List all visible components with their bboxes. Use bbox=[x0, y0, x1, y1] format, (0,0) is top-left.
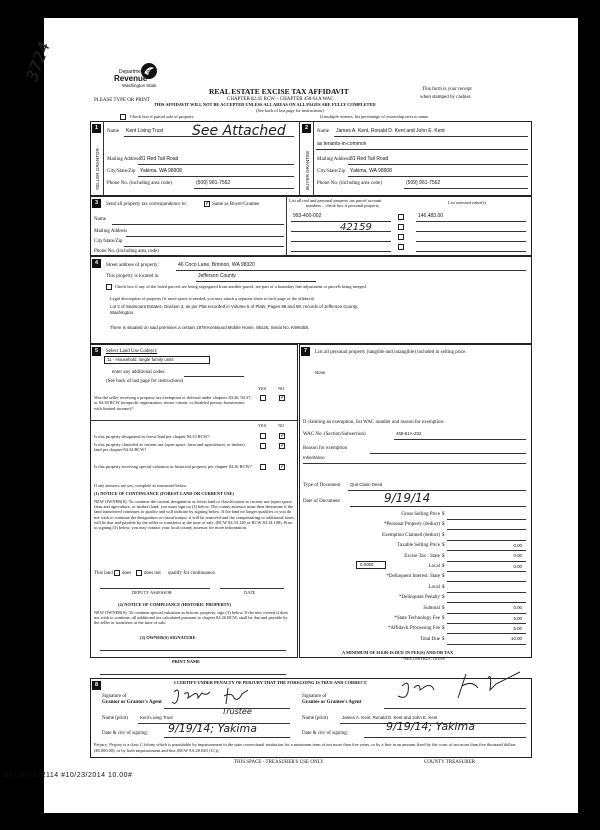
parcel-number: 993-400-002 bbox=[293, 213, 322, 219]
tax-line-label: Subtotal bbox=[423, 605, 440, 611]
doc-type-value: Quit Claim Deed bbox=[350, 482, 383, 487]
does-not-qualify-checkbox[interactable] bbox=[136, 570, 142, 576]
section-5-number: 5 bbox=[92, 347, 101, 356]
same-as-buyer-label: Same as Buyer/Grantee bbox=[212, 202, 260, 207]
question-forest: Is this property designated as forest land per chapter 84.33 RCW? bbox=[94, 434, 210, 439]
tax-line-value: 0.00 bbox=[513, 563, 522, 569]
certify-statement: I CERTIFY UNDER PENALTY OF PERJURY THAT THE FOREGOING IS TRUE AND CORRECT. bbox=[174, 680, 368, 685]
segregation-label: Check box if any of the listed parcels are being segregated from another parcel, are part of a boundary line adjustment or parcels being merged. bbox=[115, 284, 367, 289]
buyer-phone: (509) 961-7562 bbox=[406, 180, 441, 186]
tax-line-label: *Delinquent Penalty bbox=[399, 595, 440, 601]
seller-phone-label: Phone No. (including area code) bbox=[107, 181, 172, 186]
tax-line-label: Gross Selling Price bbox=[401, 512, 440, 517]
tax-line-rule bbox=[447, 550, 526, 551]
seller-name: Kent Living Trust bbox=[126, 128, 164, 134]
parcel-personal-checkbox-4[interactable] bbox=[398, 244, 404, 250]
tax-line-label: Local bbox=[428, 564, 440, 569]
form-chapter: CHAPTER 82.45 RCW – CHAPTER 458-61A WAC bbox=[227, 97, 334, 102]
tax-line-dollar: $ bbox=[442, 626, 445, 632]
grantee-date-label: Date & city of signing: bbox=[302, 731, 349, 736]
tax-line-value: 0.00 bbox=[513, 605, 522, 611]
land-use-label: Select Land Use Code(s): bbox=[106, 349, 158, 354]
grantor-name: Kent Living Trust bbox=[140, 715, 173, 720]
local-rate: 0.0050 bbox=[360, 562, 374, 567]
tax-line-rule bbox=[447, 561, 526, 562]
tax-line-label: Exemption Claimed (deduct) bbox=[381, 532, 440, 538]
grantor-title: Trustee bbox=[222, 707, 252, 716]
print-name-label: PRINT NAME bbox=[172, 659, 201, 664]
tax-line-label: *Affidavit Processing Fee bbox=[387, 626, 440, 632]
tax-line-label: Taxable Selling Price bbox=[397, 543, 440, 549]
legal-line-1: Lot 2 of Seamount Estates, Division 3, as per Plat recorded in Volume 5 of Plats, Pages 98 and 99, records of Jefferson County, bbox=[110, 304, 359, 309]
section-4-number: 4 bbox=[92, 259, 101, 268]
street-label: Street address of property: bbox=[106, 263, 159, 268]
wac-label: WAC No. (Section/Subsection) bbox=[303, 432, 366, 437]
tax-line-dollar: $ bbox=[442, 605, 445, 611]
tax-line-dollar: $ bbox=[442, 595, 445, 601]
if-yes-note: If any answers are yes, complete as instructed below. bbox=[94, 483, 188, 488]
partial-sale-label: Check box if partial sale of property bbox=[130, 114, 194, 119]
continuance-title: (1) NOTICE OF CONTINUANCE (FOREST LAND OR CURRENT USE) bbox=[94, 491, 234, 496]
tax-line-label: *Personal Property (deduct) bbox=[383, 522, 440, 528]
seller-city-label: City/State/Zip bbox=[107, 169, 136, 174]
grantor-sig-label-1: Signature of bbox=[102, 694, 127, 699]
receipt-line2: when stamped by cashier. bbox=[420, 95, 472, 100]
segregation-checkbox[interactable] bbox=[106, 284, 112, 290]
tax-line-rule bbox=[447, 529, 526, 530]
tax-line-rule bbox=[447, 644, 526, 645]
send-correspondence-label: Send all property tax correspondence to: bbox=[106, 202, 187, 207]
q1-no-checkbox[interactable]: ✓ bbox=[280, 395, 286, 401]
buyer-mailing-label: Mailing Address bbox=[317, 157, 351, 162]
no-header-1: NO bbox=[278, 386, 285, 391]
form-title: REAL ESTATE EXCISE TAX AFFIDAVIT bbox=[209, 87, 349, 96]
tax-line-rule bbox=[447, 540, 526, 541]
seller-name-label: Name bbox=[107, 129, 119, 134]
parcel-header-1: List all real and personal property tax parcel account bbox=[289, 198, 382, 203]
s3-city-label: City/State/Zip bbox=[94, 239, 123, 244]
buyer-side-label: BUYER GRANTEE bbox=[305, 150, 310, 190]
partial-sale-checkbox[interactable] bbox=[120, 114, 126, 120]
grantee-signature bbox=[388, 668, 528, 704]
assessed-value: 146,483.00 bbox=[418, 213, 444, 219]
personal-property-value: None bbox=[315, 370, 326, 375]
tax-line-rule bbox=[447, 613, 526, 614]
wac-value: 458-61A-202 bbox=[396, 431, 422, 436]
owner-signature-label: (3) OWNER(S) SIGNATURE bbox=[140, 635, 196, 640]
question-current-use: Is this property classified as current use (open space, farm and agricultural, or timber) land per chapter 84.34 RCW? bbox=[94, 442, 245, 453]
assessed-header: List assessed value(s) bbox=[448, 200, 487, 205]
margin-handwritten-number: 3724 bbox=[22, 39, 54, 84]
form-see-back: (See back of last page for instructions) bbox=[256, 108, 324, 113]
agency-line1: Department of bbox=[119, 69, 151, 75]
no-header-2: NO bbox=[278, 423, 285, 428]
tax-line-rule bbox=[447, 592, 526, 593]
buyer-phone-label: Phone No. (including area code) bbox=[317, 181, 382, 186]
yes-header-2: YES bbox=[258, 423, 267, 428]
section-8-number: 8 bbox=[92, 681, 101, 690]
tax-line-value: 5.00 bbox=[513, 615, 522, 621]
personal-property-label: List all personal property (tangible and intangible) included in selling price. bbox=[315, 350, 467, 355]
see-instructions: *SEE INSTRUCTIONS bbox=[402, 656, 445, 661]
form-warning: THIS AFFIDAVIT WILL NOT BE ACCEPTED UNLESS ALL AREAS ON ALL PAGES ARE FULLY COMPLETED bbox=[154, 102, 376, 107]
tax-line-dollar: $ bbox=[442, 564, 445, 569]
section-3-number: 3 bbox=[92, 199, 101, 208]
situated-note: There is situated on said premises a certain 1978 Kentwood Mobile Home, 56x26, Serial No. KW6458. bbox=[110, 325, 310, 330]
same-as-buyer-checkbox[interactable]: ✓ bbox=[205, 201, 211, 207]
county: Jefferson County bbox=[198, 273, 236, 279]
tax-line-value: 5.00 bbox=[513, 625, 522, 631]
buyer-mailing: 81 Red Tail Road bbox=[350, 156, 389, 162]
question-historic: Is this property receiving special valuation as historical property per chapter 84.26 RCW? bbox=[94, 464, 252, 469]
tax-line-dollar: $ bbox=[442, 636, 445, 642]
compliance-title: (2) NOTICE OF COMPLIANCE (HISTORIC PROPERTY) bbox=[118, 602, 232, 607]
tax-line-value: 10.00 bbox=[511, 636, 522, 642]
doc-date-label: Date of Document bbox=[303, 499, 340, 504]
multiple-owners-note: If multiple owners, list percentage of ownership next to name. bbox=[320, 114, 430, 119]
tax-line-rule bbox=[447, 602, 526, 603]
q3-yes-checkbox[interactable] bbox=[260, 443, 266, 449]
buyer-name-label: Name bbox=[317, 129, 329, 134]
tax-line-label: *State Technology Fee bbox=[394, 616, 440, 621]
land-use-see-back: (See back of last page for instructions) bbox=[106, 379, 184, 384]
parcel-personal-checkbox-2[interactable] bbox=[398, 224, 404, 230]
doc-date-value: 9/19/14 bbox=[384, 491, 431, 505]
section-2-number: 2 bbox=[302, 124, 311, 133]
tax-line-label: Local bbox=[428, 584, 440, 590]
seller-side-label: SELLER GRANTOR bbox=[95, 148, 100, 190]
tax-line-dollar: $ bbox=[442, 522, 445, 528]
tax-line-rule bbox=[447, 623, 526, 624]
tax-line-label: *Delinquent Interest: State bbox=[386, 574, 440, 580]
street-address: 46 Coco Lane, Brinnon, WA 98320 bbox=[178, 262, 255, 268]
agency-state: Washington State bbox=[122, 83, 157, 88]
tax-line-label: Excise Tax : State bbox=[404, 553, 440, 559]
see-attached-handwriting: See Attached bbox=[192, 123, 286, 139]
tax-line-value: 0.00 bbox=[513, 553, 522, 559]
receipt-stamp: 667910 122114 #10/23/2014 10.00# bbox=[4, 772, 133, 779]
reason-label: Reason for exemption bbox=[303, 446, 348, 451]
buyer-name-line2: as tenants-in-common bbox=[317, 141, 367, 147]
land-use-value: 11 - Household, single family units bbox=[107, 357, 174, 362]
q3-no-checkbox[interactable]: ✓ bbox=[280, 443, 286, 449]
tax-line-dollar: $ bbox=[442, 512, 445, 517]
tax-line-dollar: $ bbox=[442, 574, 445, 580]
grantee-date-city: 9/19/14; Yakima bbox=[386, 720, 475, 733]
seller-city: Yakima, WA 98908 bbox=[140, 168, 182, 174]
qualify-label: qualify for continuance. bbox=[168, 571, 216, 576]
does-label: does bbox=[122, 571, 132, 576]
s3-phone-label: Phone No. (including area code) bbox=[94, 249, 159, 254]
affidavit-page bbox=[4, 18, 578, 813]
does-not-label: does not bbox=[144, 571, 161, 576]
buyer-city: Yakima, WA 98908 bbox=[350, 168, 392, 174]
tax-line-rule bbox=[447, 633, 526, 634]
parcel-handwritten: 42159 bbox=[340, 222, 372, 233]
receipt-line1: This form is your receipt bbox=[422, 87, 472, 92]
tax-line-dollar: $ bbox=[442, 616, 445, 621]
q4-yes-checkbox[interactable] bbox=[260, 464, 266, 470]
grantee-name: James A. Kent, Ronald D. Kent and John E. Kent bbox=[342, 715, 438, 720]
continuance-text: NEW OWNER(S): To continue the current designation as forest land or classification as current use (open space, farm and agriculture, or timber) land, you must sign on (3) below. The county assessor must then determine if the land transferred continues to qualify and will indicate by signing below. If the land no longer qualifies or you do not wish to continue the designation or classification, it will be removed and the compensating or additional taxes will be due and payable by the seller or transferor at the time of sale. (RCW 84.33.140 or RCW 84.34.108). Prior to signing (3) below, you may contact your local county assessor for more information. bbox=[94, 499, 294, 530]
s3-name-label: Name bbox=[94, 217, 106, 222]
q4-no-checkbox[interactable]: ✓ bbox=[280, 464, 286, 470]
deputy-assessor-label: DEPUTY ASSESSOR bbox=[132, 590, 172, 595]
county-treasurer-label: COUNTY TREASURER bbox=[424, 760, 475, 765]
reason-value: Inheritance bbox=[303, 455, 325, 460]
q2-yes-checkbox[interactable] bbox=[260, 433, 266, 439]
tax-line-rule bbox=[447, 519, 526, 520]
buyer-name: James A. Kent, Ronald D. Kent and John E. Kent bbox=[336, 128, 445, 134]
grantor-date-label: Date & city of signing: bbox=[102, 731, 149, 736]
section-7-number: 7 bbox=[301, 347, 310, 356]
tax-line-dollar: $ bbox=[442, 584, 445, 590]
grantee-name-label: Name (print) bbox=[302, 716, 328, 721]
grantor-name-label: Name (print) bbox=[102, 716, 128, 721]
tax-line-value: 0.00 bbox=[513, 542, 522, 548]
grantee-sig-label-2: Grantee or Grantee's Agent bbox=[302, 700, 362, 705]
q2-no-checkbox[interactable]: ✓ bbox=[280, 433, 286, 439]
grantor-date-city: 9/19/14; Yakima bbox=[168, 722, 257, 735]
seller-mailing: 81 Red Tail Road bbox=[140, 156, 179, 162]
question-exemption: Was the seller receiving a property tax exemption or deferral under chapters 84.36, 84.37, or 84.38 RCW (nonprofit organization, senior citizen, or disabled person, homeowner with limited income)? bbox=[94, 395, 252, 411]
seller-mailing-label: Mailing Address bbox=[107, 157, 141, 162]
tax-line-rule bbox=[447, 571, 526, 572]
agency-name: Revenue bbox=[114, 74, 148, 83]
tax-line-dollar: $ bbox=[442, 553, 445, 559]
parcel-personal-checkbox-3[interactable] bbox=[398, 234, 404, 240]
exemption-label: If claiming an exemption, list WAC number and reason for exemption: bbox=[303, 420, 445, 425]
does-qualify-checkbox[interactable] bbox=[114, 570, 120, 576]
parcel-personal-checkbox-1[interactable] bbox=[398, 214, 404, 220]
parcel-header-2: numbers – check box if personal property bbox=[306, 203, 380, 208]
seller-phone: (509) 961-7562 bbox=[196, 180, 231, 186]
additional-codes-label: enter any additional codes: bbox=[112, 370, 166, 375]
compliance-text: NEW OWNER(S): To continue special valuation as historic property, sign (3) below. If the new owner(s) does not wish to continue, all additional tax calculated pursuant to chapter 84.26 RCW, shall be due and payable by the seller or transferor at the time of sale. bbox=[94, 610, 289, 626]
yes-header-1: YES bbox=[258, 386, 267, 391]
tax-line-rule bbox=[447, 581, 526, 582]
perjury-statement: Perjury: Perjury is a class C felony which is punishable by imprisonment in the state correctional institution for a maximum term of not more than five years, or by a fine in an amount fixed by the court of not more than five thousand dollars ($5,000.00), or by both imprisonment and fine (RCW 9A.20.020 (1C)). bbox=[94, 742, 516, 753]
please-type: PLEASE TYPE OR PRINT bbox=[94, 98, 150, 103]
tax-line-dollar: $ bbox=[442, 543, 445, 549]
buyer-city-label: City/State/Zip bbox=[317, 169, 346, 174]
legal-label: Legal description of property (if more space is needed, you may attach a separate sheet to each page of the affidavit) bbox=[110, 296, 315, 301]
s3-mailing-label: Mailing Address bbox=[94, 229, 128, 234]
section-1-number: 1 bbox=[92, 124, 101, 133]
assessor-date-label: DATE bbox=[244, 590, 256, 595]
tax-line-label: Total Due bbox=[420, 636, 440, 642]
q1-yes-checkbox[interactable] bbox=[260, 395, 266, 401]
grantor-sig-label-2: Grantor or Grantor's Agent bbox=[102, 700, 162, 705]
grantee-sig-label-1: Signature of bbox=[302, 694, 327, 699]
treasurer-only-label: THIS SPACE - TREASURER'S USE ONLY bbox=[234, 760, 324, 765]
tax-line-dollar: $ bbox=[442, 532, 445, 538]
legal-line-2: Washington. bbox=[110, 310, 135, 315]
minimum-fee-note: A MINIMUM OF $10.00 IS DUE IN FEE(S) AND/OR TAX bbox=[342, 650, 454, 655]
located-label: This property is located in bbox=[106, 274, 159, 279]
this-land-label: This land bbox=[94, 571, 113, 576]
doc-type-label: Type of Document bbox=[303, 483, 341, 488]
